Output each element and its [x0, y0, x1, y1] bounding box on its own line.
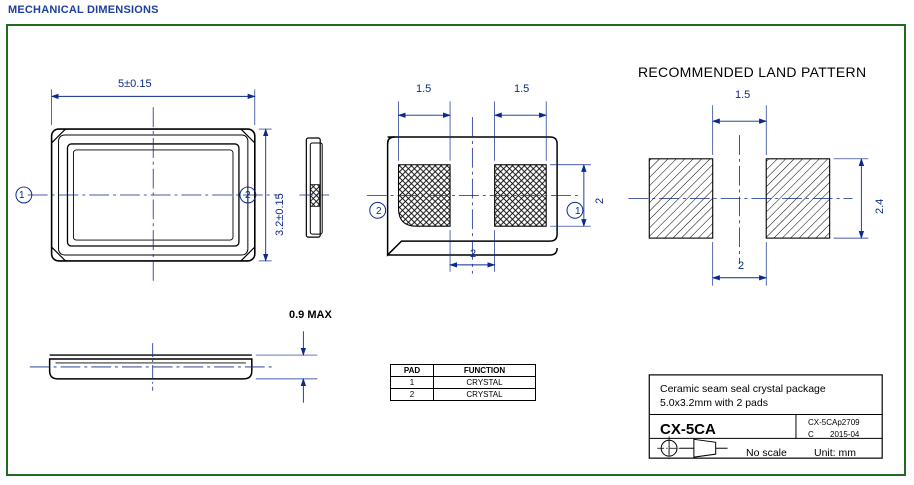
table-row — [391, 377, 536, 389]
cell-pad: 2 — [391, 389, 434, 401]
bottom-view-pads — [367, 101, 591, 273]
top-view-pin2-label: 2 — [245, 190, 251, 201]
side-view-thickness-dim: 0.9 MAX — [289, 309, 332, 321]
cell-function: CRYSTAL — [434, 377, 536, 389]
bottom-view-pin1-label: 1 — [575, 206, 581, 217]
mechanical-drawing — [8, 26, 904, 474]
top-view-pin1-label: 1 — [19, 190, 25, 201]
land-pattern-pad-width-dim: 1.5 — [735, 89, 751, 101]
bottom-view-pad-gap-dim: 2 — [470, 248, 477, 260]
top-view-package — [16, 89, 280, 281]
scale-note: No scale — [746, 447, 787, 459]
package-description-line2: 5.0x3.2mm with 2 pads — [660, 397, 768, 409]
bottom-view-pin2-label: 2 — [376, 206, 382, 217]
page-title: MECHANICAL DIMENSIONS — [8, 4, 159, 16]
cell-function: CRYSTAL — [434, 389, 536, 401]
top-view-width-dim: 5±0.15 — [118, 78, 152, 90]
column-pad: PAD — [391, 365, 434, 377]
top-view-height-dim: 3.2±0.15 — [274, 193, 286, 236]
revision: C — [808, 430, 814, 439]
table-row — [391, 389, 536, 401]
side-profile-view — [30, 331, 317, 402]
pad-function-table — [390, 364, 536, 401]
bottom-view-pad-left-dim: 1.5 — [416, 83, 432, 95]
package-description-line1: Ceramic seam seal crystal package — [660, 383, 826, 395]
unit-note: Unit: mm — [814, 447, 856, 459]
cell-pad: 1 — [391, 377, 434, 389]
date: 2015-04 — [830, 430, 860, 439]
land-pattern-title: RECOMMENDED LAND PATTERN — [638, 64, 867, 80]
bottom-view-pad-height-dim: 2 — [594, 197, 606, 204]
side-view-small — [299, 138, 329, 237]
land-pattern-pad-height-dim: 2.4 — [874, 198, 886, 214]
doc-code: CX-5CAp2709 — [808, 418, 860, 427]
bottom-view-pad-right-dim: 1.5 — [514, 83, 530, 95]
land-pattern-pitch-dim: 2 — [738, 260, 745, 272]
land-pattern-view — [628, 105, 868, 285]
drawing-frame — [6, 24, 906, 476]
part-name: CX-5CA — [660, 421, 716, 438]
column-function: FUNCTION — [434, 365, 536, 377]
table-header-row — [391, 365, 536, 377]
